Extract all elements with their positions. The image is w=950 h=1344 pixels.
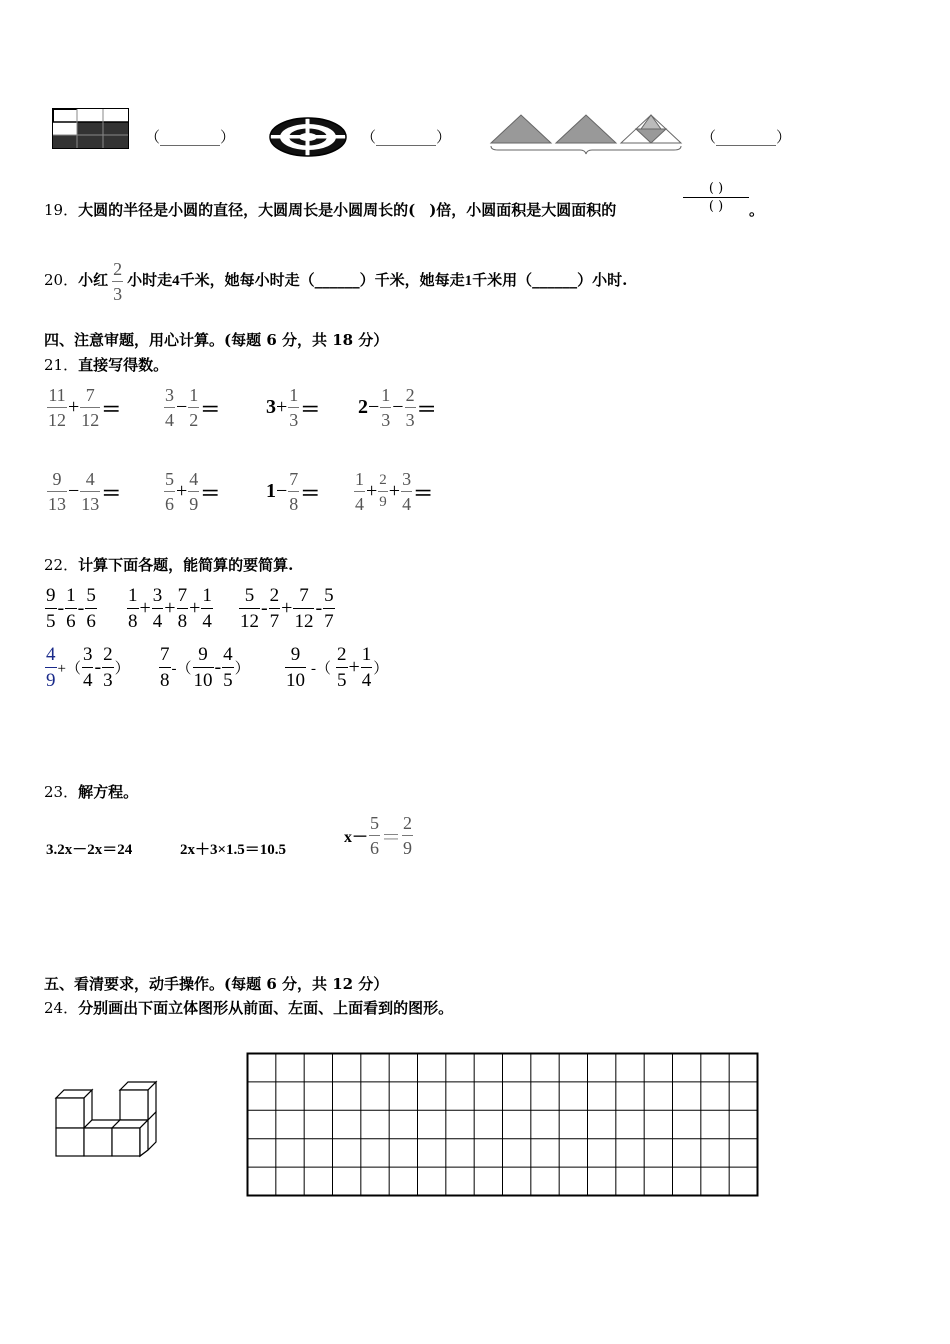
q21-expr-7: 1− $\frac{7}{8}$ ＝ xyxy=(266,469,321,514)
q20-fraction: $\frac{2}{3}$ xyxy=(113,258,123,304)
q19-answer-fraction[interactable] xyxy=(683,181,749,216)
q19-number: 19． xyxy=(44,201,79,219)
q22-expr-1: $\frac{9}{5}$ - $\frac{1}{6}$ - $\frac{5}{6}$ xyxy=(46,585,96,632)
fig3-answer-blank[interactable]: （________） xyxy=(701,128,792,146)
q20-text-8: ）小时. xyxy=(577,271,628,289)
q20-text-5: ）千米，她每走 xyxy=(359,271,465,289)
q23-equation-1: 3.2x－2x＝24 xyxy=(46,842,133,858)
q23-title: 解方程。 xyxy=(78,783,139,801)
q21-expr-3: 3+ $\frac{1}{3}$ ＝ xyxy=(266,385,321,430)
q22-title: 计算下面各题，能简算的要简算. xyxy=(78,556,294,574)
q22-number: 22． xyxy=(44,556,79,574)
q19-fraction-denominator-blank[interactable]: ( ) xyxy=(708,199,724,214)
question-22-header xyxy=(44,555,293,575)
q19-tail: 。 xyxy=(749,201,765,219)
drawing-answer-grid[interactable] xyxy=(246,1052,760,1198)
q21-title: 直接写得数。 xyxy=(78,356,169,374)
q22-expr-4: $\frac{4}{9}$ +（ $\frac{3}{4}$ - $\frac{2}{3}$ ） xyxy=(46,644,130,691)
q20-text-2: 小时走 xyxy=(127,271,173,289)
question-20 xyxy=(44,246,627,315)
question-23-header xyxy=(44,782,138,802)
q22-expr-2: $\frac{1}{8}$ + $\frac{3}{4}$ + $\frac{7}{8}$ + $\frac{1}{4}$ xyxy=(128,585,212,632)
question-19 xyxy=(44,200,616,220)
q20-blank-2[interactable]: ______ xyxy=(532,271,578,289)
section-4-title: 四、注意审题，用心计算。(每题 6 分，共 18 分） xyxy=(44,331,389,349)
q23-number: 23． xyxy=(44,783,79,801)
fig1-answer-blank[interactable]: （________） xyxy=(145,128,236,146)
q21-expr-4: 2− $\frac{1}{3}$ − $\frac{2}{3}$ ＝ xyxy=(358,385,437,430)
q24-number: 24． xyxy=(44,999,79,1017)
q22-expr-6: $\frac{9}{10}$ -（ $\frac{2}{5}$ + $\frac{1}{4}$ ） xyxy=(286,644,389,691)
q20-distance: 4 xyxy=(172,273,180,289)
question-21-header xyxy=(44,355,168,375)
q19-text-part2: )倍，小圆面积是大圆面积的 xyxy=(429,201,617,219)
q21-expr-5: $\frac{9}{13}$ − $\frac{4}{13}$ ＝ xyxy=(48,469,122,514)
q23-equation-2: 2x＋3×1.5＝10.5 xyxy=(180,842,287,858)
q19-text-part1: 大圆的半径是小圆的直径，大圆周长是小圆周长的( xyxy=(78,201,416,219)
q23-equation-3: x－ $\frac{5}{6}$ ＝ $\frac{2}{9}$ xyxy=(344,813,413,858)
q22-expr-5: $\frac{7}{8}$ -（ $\frac{9}{10}$ - $\frac{4}{5}$ ） xyxy=(160,644,250,691)
q21-expr-6: $\frac{5}{6}$ + $\frac{4}{9}$ ＝ xyxy=(165,469,221,514)
q20-blank-1[interactable]: ______ xyxy=(314,271,360,289)
rectangle-shaded-grid-figure xyxy=(52,108,130,150)
q21-expr-8: $\frac{1}{4}$ + $\frac{2}{9}$ + $\frac{3}{4}$ ＝ xyxy=(355,469,434,514)
q20-text-4: 千米，她每小时走（ xyxy=(179,271,315,289)
stacked-cubes-3d-figure xyxy=(52,1078,160,1160)
q20-text-1: 小红 xyxy=(78,271,109,289)
concentric-ellipse-target-figure xyxy=(268,116,348,158)
fig2-answer-blank[interactable]: （________） xyxy=(361,128,452,146)
q19-fraction-numerator-blank[interactable]: ( ) xyxy=(708,181,724,196)
q21-expr-2: $\frac{3}{4}$ − $\frac{1}{2}$ ＝ xyxy=(165,385,221,430)
q22-expr-3: $\frac{5}{12}$ - $\frac{2}{7}$ + $\frac{7}{12}$ - $\frac{5}{7}$ xyxy=(240,585,334,632)
triangles-with-brace-figure xyxy=(488,110,684,156)
q20-text-7: 千米用（ xyxy=(472,271,533,289)
q21-number: 21． xyxy=(44,356,79,374)
question-24-header xyxy=(44,998,453,1018)
q20-number: 20． xyxy=(44,271,79,289)
section-5-title: 五、看清要求，动手操作。(每题 6 分，共 12 分） xyxy=(44,975,389,993)
q20-one: 1 xyxy=(464,273,473,289)
q24-title: 分别画出下面立体图形从前面、左面、上面看到的图形。 xyxy=(78,999,454,1017)
q21-expr-1: $\frac{11}{12}$ + $\frac{7}{12}$ ＝ xyxy=(48,385,122,430)
